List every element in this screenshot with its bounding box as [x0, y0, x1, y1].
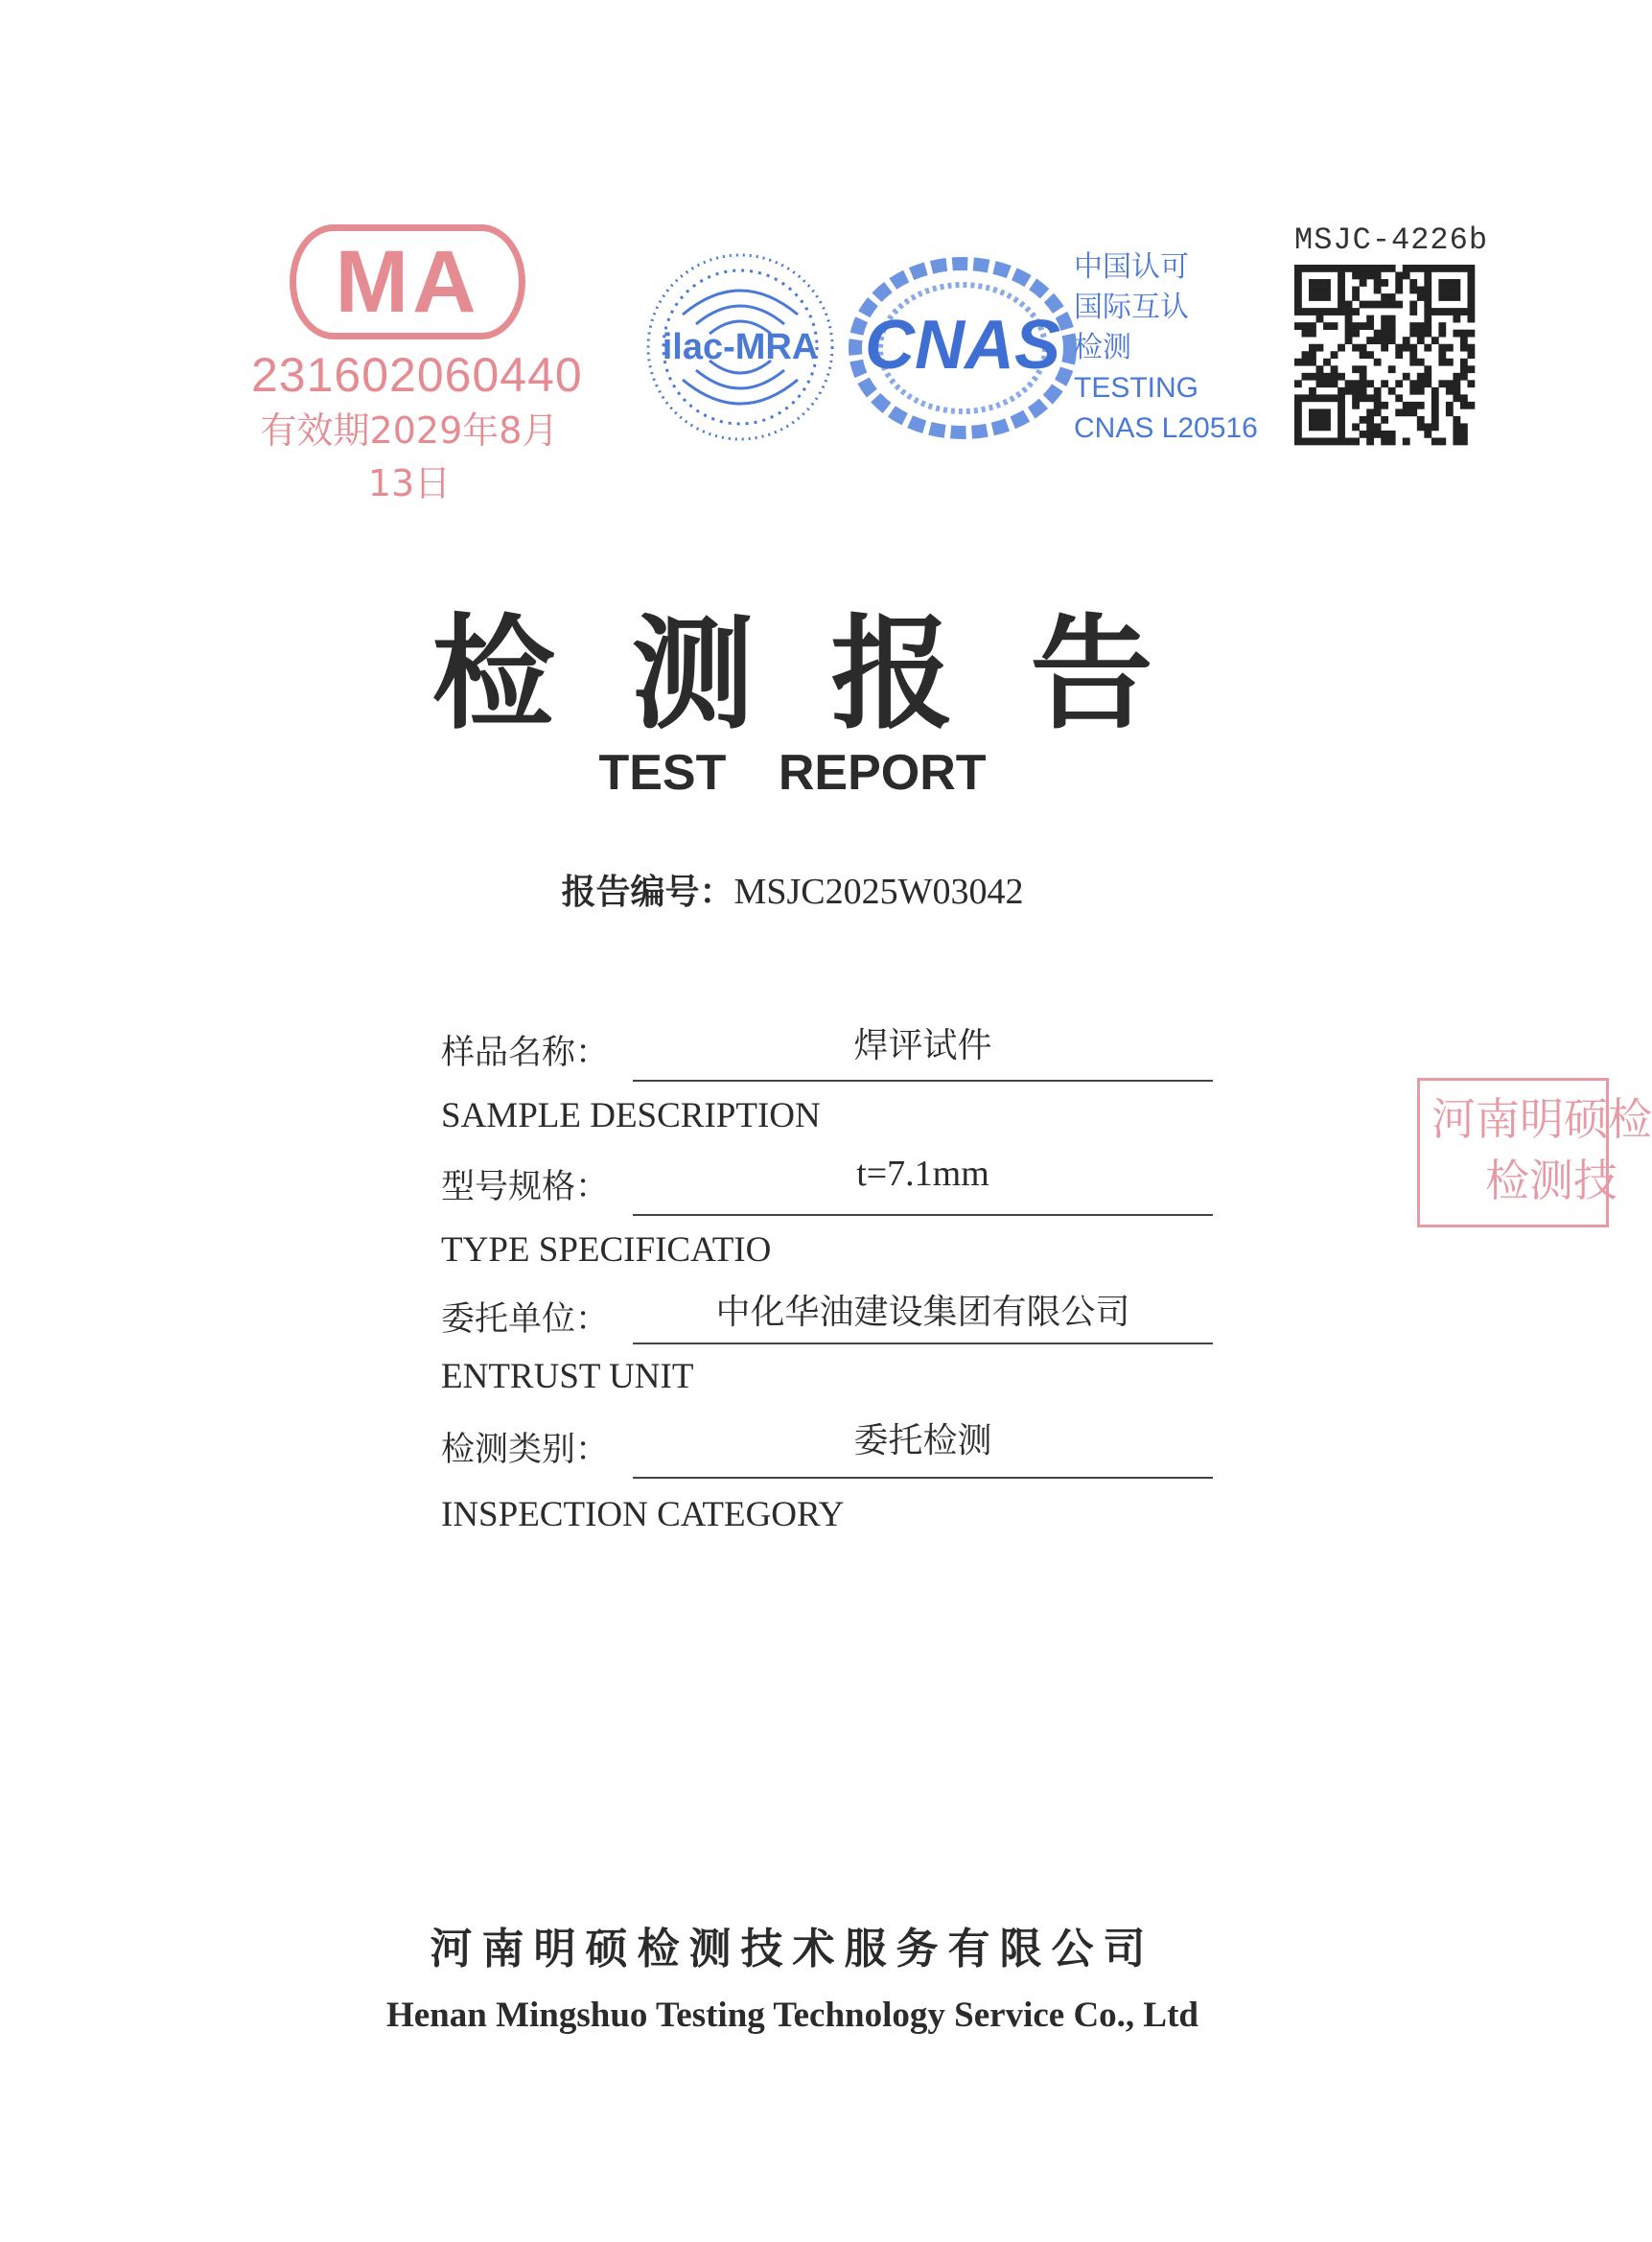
- cnas-logo: [849, 257, 1076, 439]
- cma-mark: [251, 213, 583, 504]
- company-seal-stamp: [1417, 1078, 1652, 1227]
- qr-code-label: MSJC-4226b: [1294, 222, 1489, 258]
- cnas-text-block: [1074, 247, 1258, 449]
- report-number-label: 报告编号：: [561, 873, 734, 912]
- ilac-mra-logo: [640, 247, 840, 447]
- report-title-en: TEST REPORT: [598, 745, 987, 801]
- entrust-unit-underline: [633, 1343, 1213, 1344]
- cnas-line: TESTING: [1074, 372, 1199, 404]
- ilac-mra-label: ilac-MRA: [662, 327, 819, 367]
- inspection-category-underline: [633, 1477, 1213, 1479]
- cma-number: 231602060440: [251, 348, 583, 402]
- cnas-globe-icon: [849, 257, 1076, 439]
- report-number: [0, 865, 1585, 914]
- cnas-line: 中国认可: [1074, 250, 1189, 284]
- sample-name-value: 焊评试件: [853, 1026, 992, 1065]
- inspection-category-en-label: INSPECTION CATEGORY: [441, 1495, 845, 1534]
- sample-name-underline: [633, 1080, 1213, 1082]
- type-specification-label: TYPE SPECIFICATIO: [441, 1230, 772, 1270]
- cnas-accreditation-number: CNAS L20516: [1074, 412, 1258, 444]
- inspection-category-label: 检测类别：: [441, 1431, 610, 1469]
- type-spec-label: 型号规格：: [441, 1168, 610, 1206]
- seal-line: 河南明硕检: [1431, 1093, 1652, 1145]
- type-spec-underline: [633, 1214, 1213, 1216]
- sample-name-label: 样品名称：: [441, 1034, 610, 1072]
- entrust-unit-label: 委托单位：: [441, 1300, 610, 1339]
- company-name-en: Henan Mingshuo Testing Technology Service Co., Ltd: [385, 1996, 1199, 2035]
- entrust-unit-en-label: ENTRUST UNIT: [441, 1357, 694, 1396]
- report-title-cn: 检测报告: [431, 602, 1230, 746]
- qr-code[interactable]: [1294, 265, 1475, 445]
- entrust-unit-value: 中化华油建设集团有限公司: [715, 1293, 1130, 1332]
- report-number-value: MSJC2025W03042: [733, 872, 1024, 912]
- cnas-line: 检测: [1074, 331, 1131, 364]
- seal-line: 检测技: [1485, 1155, 1617, 1206]
- cma-glyph: MA: [335, 233, 480, 331]
- qr-code-icon: [1294, 265, 1475, 445]
- cnas-line: 国际互认: [1074, 291, 1189, 324]
- ilac-mra-icon: [640, 247, 840, 447]
- company-name-cn: 河南明硕检测技术服务有限公司: [430, 1925, 1155, 1973]
- type-spec-value: t=7.1mm: [856, 1154, 989, 1194]
- cnas-logo-text: CNAS: [864, 307, 1061, 384]
- inspection-category-value: 委托检测: [853, 1421, 992, 1460]
- sample-description-label: SAMPLE DESCRIPTION: [441, 1096, 821, 1135]
- cma-validity: 有效期2029年8月13日: [260, 409, 559, 504]
